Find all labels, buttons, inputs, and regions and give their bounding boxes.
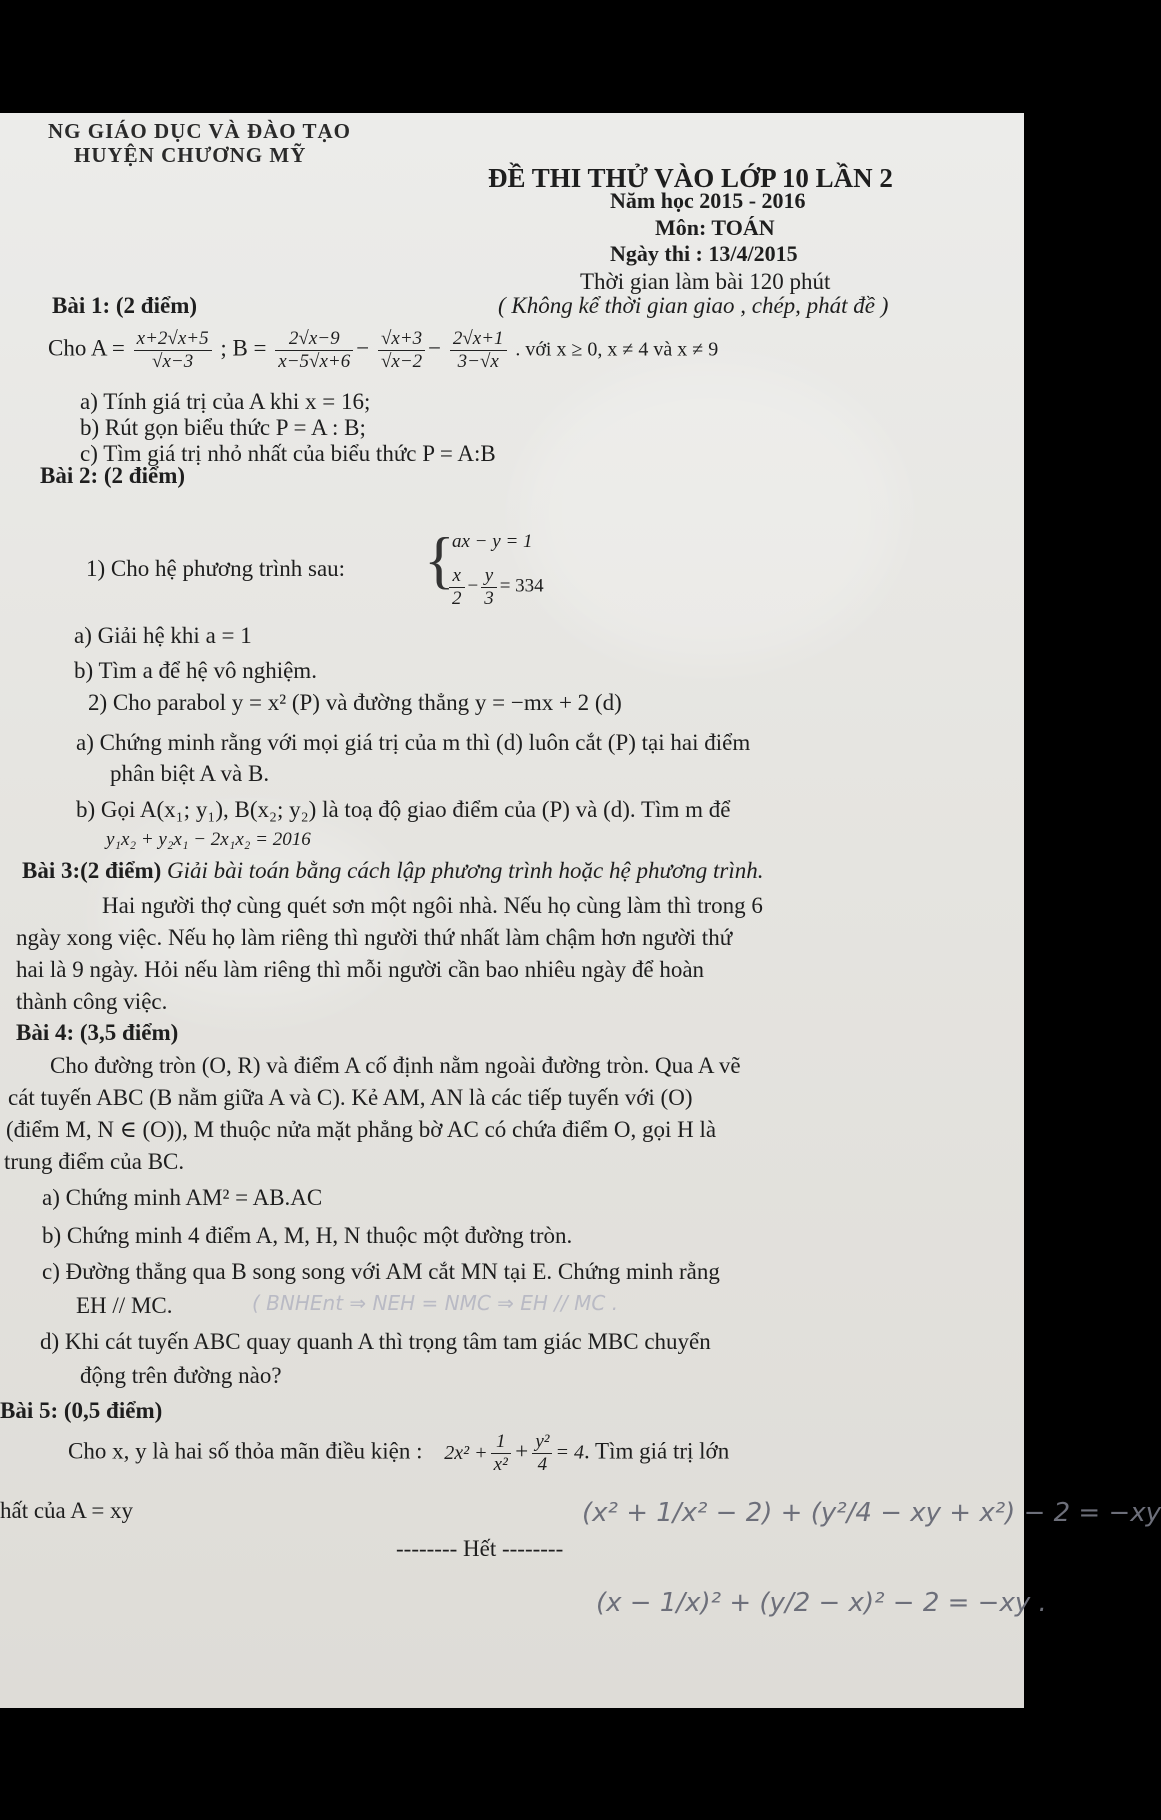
bai4-c-line2: EH // MC.: [76, 1293, 173, 1318]
bai4-line1: Cho đường tròn (O, R) và điểm A cố định nằm ngoài đường tròn. Qua A vẽ: [50, 1053, 741, 1078]
department-name: NG GIÁO DỤC VÀ ĐÀO TẠO: [48, 119, 351, 143]
handwritten-line-1: (x² + 1/x² − 2) + (y²/4 − xy + x²) − 2 = −xy: [582, 1498, 1161, 1528]
bai2-a: a) Giải hệ khi a = 1: [74, 623, 252, 648]
system-eq2: $\frac{x}{2}$ − $\frac{y}{3}$ = 334: [446, 565, 544, 610]
bai2-p2a-line2: phân biệt A và B.: [110, 761, 270, 786]
system-brace: {: [424, 524, 455, 595]
bai3-line3: hai là 9 ngày. Hỏi nếu làm riêng thì mỗi người cần bao nhiêu ngày để hoàn: [16, 957, 705, 982]
bai2-b: b) Tìm a để hệ vô nghiệm.: [74, 658, 317, 683]
fraction-b2: $\frac{√x+3}{√x-2}$: [378, 328, 425, 373]
bai1-heading: Bài 1: (2 điểm): [52, 293, 198, 318]
subject: Môn: TOÁN: [655, 215, 775, 240]
duration-note: ( Không kể thời gian giao , chép, phát đề ): [498, 293, 889, 318]
bai1-c: c) Tìm giá trị nhỏ nhất của biểu thức P = A:B: [80, 441, 496, 466]
bai2-part2: 2) Cho parabol y = x² (P) và đường thẳng y = −mx + 2 (d): [88, 690, 622, 715]
exam-title: ĐỀ THI THỬ VÀO LỚP 10 LẦN 2: [488, 163, 893, 193]
bai4-line2: cát tuyến ABC (B nằm giữa A và C). Kẻ AM, AN là các tiếp tuyến với (O): [8, 1085, 693, 1110]
bai1-expression: Cho A = $\frac{x+2√x+5}{√x-3}$ ; B = $\frac{2√x-9}{x-5√x+6}$ − $\frac{√x+3}{√x-2}$ − $\frac{2√x+1}{3-√x}$ . với x ≥ 0, x ≠ 4 và x ≠ 9: [48, 328, 719, 372]
bai2-heading: Bài 2: (2 điểm): [40, 463, 186, 488]
end-marker: -------- Hết --------: [396, 1536, 564, 1561]
district-name: HUYỆN CHƯƠNG MỸ: [74, 143, 307, 167]
exam-date: Ngày thi : 13/4/2015: [610, 241, 798, 266]
school-year: Năm học 2015 - 2016: [610, 188, 806, 213]
bai3-line4: thành công việc.: [16, 989, 168, 1014]
bai4-d-line2: động trên đường nào?: [80, 1363, 282, 1388]
bai5-heading: Bài 5: (0,5 điểm): [0, 1398, 163, 1423]
bai3-line1: Hai người thợ cùng quét sơn một ngôi nhà. Nếu họ cùng làm thì trong 6: [102, 893, 763, 918]
fraction-1-x2: $\frac{1}{\text{x²}}$: [491, 1431, 511, 1476]
fraction-x2: $\frac{x}{2}$: [449, 565, 465, 610]
bai2-p2b: b) Gọi A(x₁; y₁), B(x₂; y₂) là toạ độ giao điểm của (P) và (d). Tìm m để: [76, 797, 731, 822]
bai2-part1: 1) Cho hệ phương trình sau:: [86, 556, 346, 581]
bai1-condition: . với x ≥ 0, x ≠ 4 và x ≠ 9: [515, 338, 719, 361]
bai3-line2: ngày xong việc. Nếu họ làm riêng thì người thứ nhất làm chậm hơn người thứ: [16, 925, 733, 950]
handwritten-line-2: (x − 1/x)² + (y/2 − x)² − 2 = −xy .: [596, 1588, 1047, 1618]
fraction-b1: $\frac{2√x-9}{x-5√x+6}$: [275, 328, 353, 373]
bai5-line2: hất của A = xy: [0, 1498, 134, 1523]
b-eq-label: ; B =: [220, 335, 267, 361]
fraction-y3: $\frac{y}{3}$: [481, 565, 497, 610]
bai4-b: b) Chứng minh 4 điểm A, M, H, N thuộc một đường tròn.: [42, 1223, 573, 1248]
bai2-p2a-line1: a) Chứng minh rằng với mọi giá trị của m thì (d) luôn cắt (P) tại hai điểm: [76, 730, 751, 755]
bai2-p2b-equation: y₁x₂ + y₂x₁ − 2x₁x₂ = 2016: [106, 829, 311, 850]
bai1-a: a) Tính giá trị của A khi x = 16;: [80, 389, 371, 414]
bai4-a: a) Chứng minh AM² = AB.AC: [42, 1185, 323, 1210]
bai4-heading: Bài 4: (3,5 điểm): [16, 1020, 179, 1045]
fraction-b3: $\frac{2√x+1}{3-√x}$: [450, 328, 507, 373]
bai4-c-line1: c) Đường thẳng qua B song song với AM cắt MN tại E. Chứng minh rằng: [42, 1259, 720, 1284]
cho-a-label: Cho A =: [48, 335, 125, 361]
bai4-line4: trung điểm của BC.: [4, 1149, 185, 1174]
handwritten-note-c: ( BNHEnt ⇒ NEH = NMC ⇒ EH // MC .: [252, 1291, 619, 1315]
fraction-y2-4: $\frac{\text{y²}}{4}$: [532, 1431, 552, 1476]
bai5-condition: Cho x, y là hai số thỏa mãn điều kiện : 2x² + $\frac{1}{\text{x²}}$ + $\frac{\text{y²}}{4}$ = 4. Tìm giá trị lớn: [68, 1431, 730, 1475]
bai1-b: b) Rút gọn biểu thức P = A : B;: [80, 415, 366, 440]
bai4-line3: (điểm M, N ∈ (O)), M thuộc nửa mặt phẳng bờ AC có chứa điểm O, gọi H là: [6, 1117, 717, 1142]
exam-paper: [0, 113, 1161, 1708]
bai4-d-line1: d) Khi cát tuyến ABC quay quanh A thì trọng tâm tam giác MBC chuyển: [40, 1329, 711, 1354]
fraction-a: $\frac{x+2√x+5}{√x-3}$: [134, 328, 212, 373]
exam-duration: Thời gian làm bài 120 phút: [580, 269, 831, 294]
system-eq1: ax − y = 1: [452, 531, 533, 552]
bai3-heading: Bài 3:(2 điểm) Giải bài toán bằng cách lập phương trình hoặc hệ phương trình.: [22, 858, 764, 883]
